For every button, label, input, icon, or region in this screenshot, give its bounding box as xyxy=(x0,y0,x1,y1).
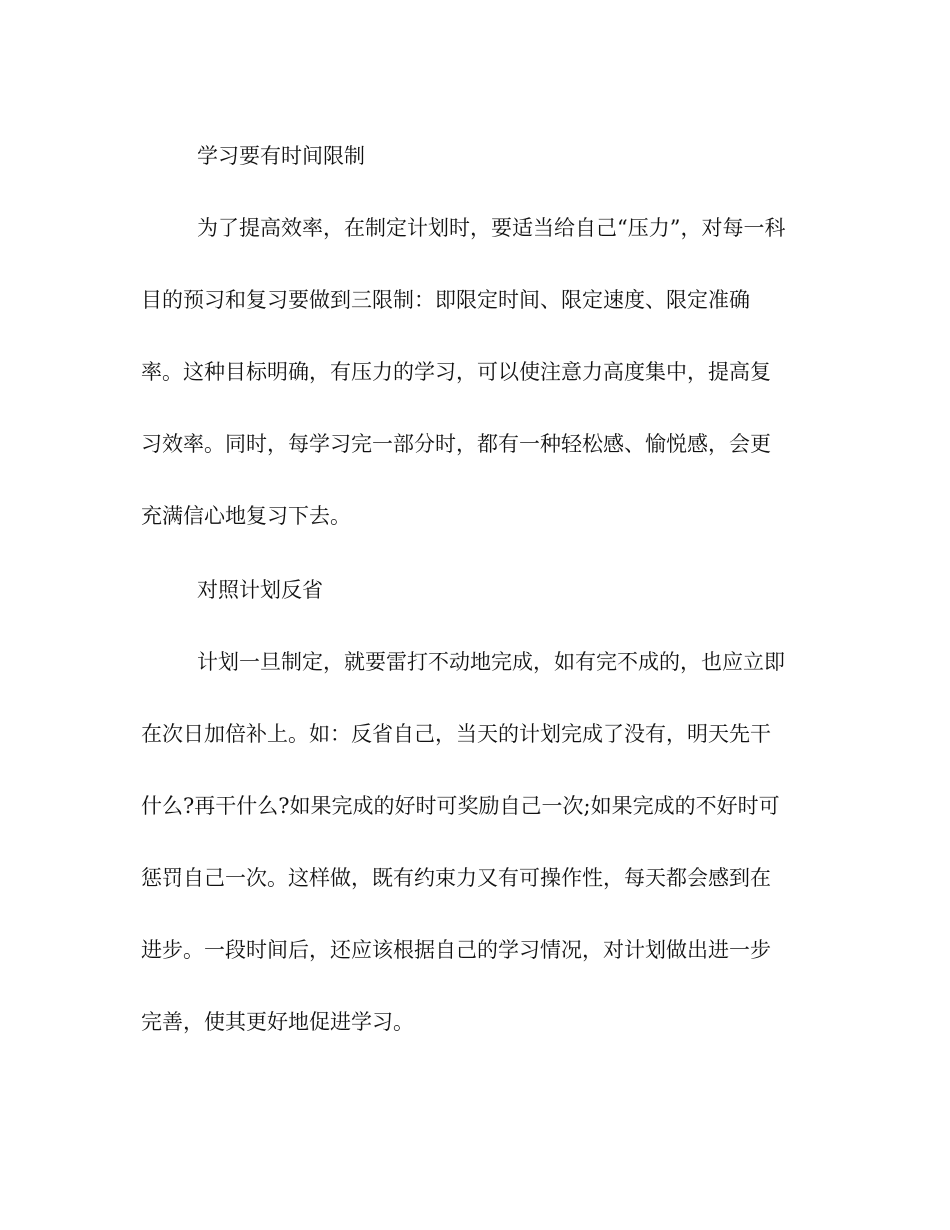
paragraph-line: 什么?再干什么?如果完成的好时可奖励自己一次;如果完成的不好时可 xyxy=(141,794,780,818)
paragraph-line: 进步。一段时间后，还应该根据自己的学习情况，对计划做出进一步 xyxy=(141,938,771,962)
paragraph-line: 完善，使其更好地促进学习。 xyxy=(141,1010,414,1034)
paragraph-line: 为了提高效率，在制定计划时，要适当给自己“压力”，对每一科 xyxy=(197,216,786,240)
paragraph-line: 率。这种目标明确，有压力的学习，可以使注意力高度集中，提高复 xyxy=(141,360,771,384)
paragraph-line: 在次日加倍补上。如：反省自己，当天的计划完成了没有，明天先干 xyxy=(141,722,771,746)
paragraph-line: 计划一旦制定，就要雷打不动地完成，如有完不成的，也应立即 xyxy=(197,650,785,674)
section-heading-time-limit: 学习要有时间限制 xyxy=(197,144,365,168)
paragraph-line: 目的预习和复习要做到三限制：即限定时间、限定速度、限定准确 xyxy=(141,288,750,312)
paragraph-line: 习效率。同时，每学习完一部分时，都有一种轻松感、愉悦感，会更 xyxy=(141,432,771,456)
section-heading-review-plan: 对照计划反省 xyxy=(197,578,323,602)
paragraph-line: 充满信心地复习下去。 xyxy=(141,504,351,528)
paragraph-line: 惩罚自己一次。这样做，既有约束力又有可操作性，每天都会感到在 xyxy=(141,866,771,890)
